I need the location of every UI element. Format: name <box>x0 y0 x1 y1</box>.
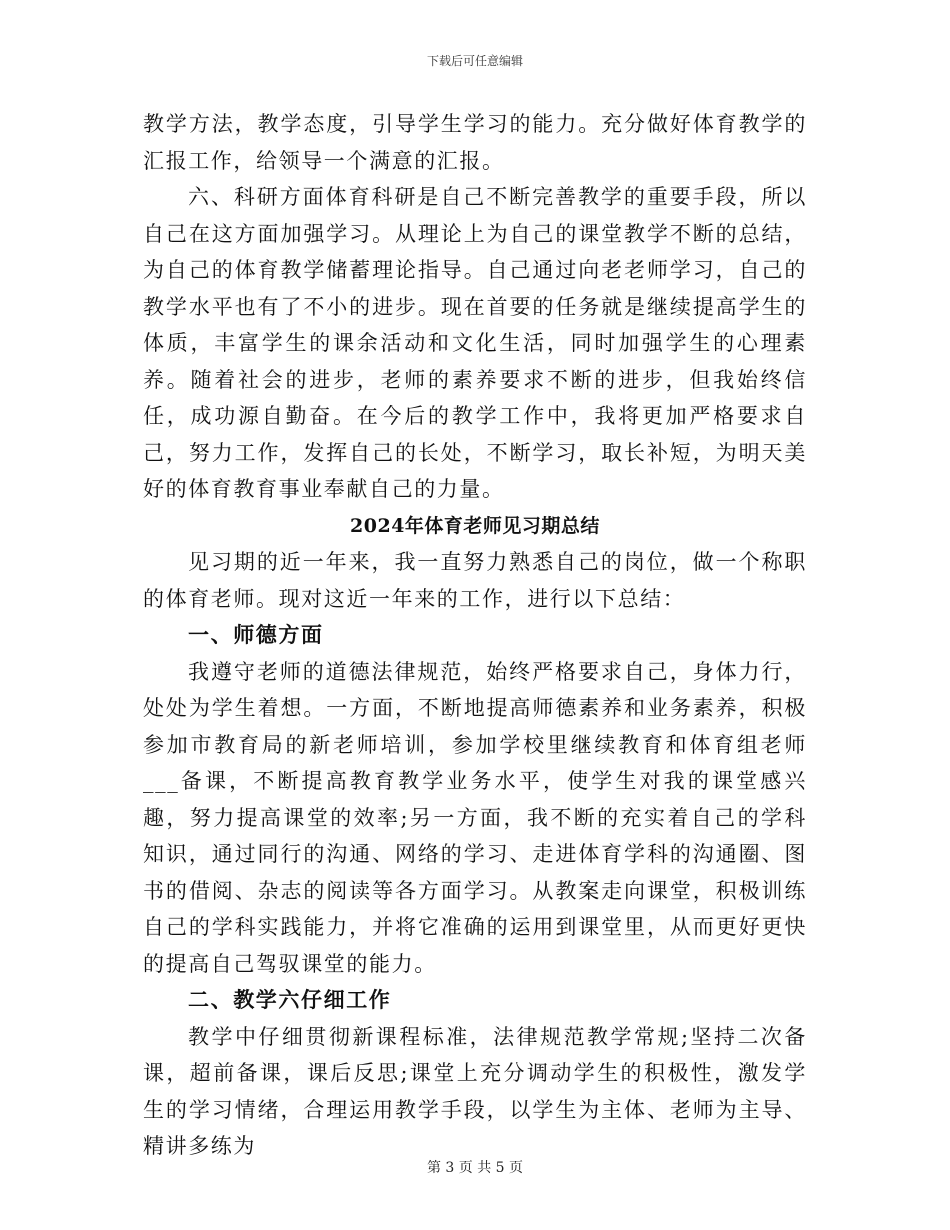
paragraph: 我遵守老师的道德法律规范，始终严格要求自己，身体力行，处处为学生着想。一方面，不断地提高师德素养和业务素养，积极参加市教育局的新老师培训，参加学校里继续教育和体育组老师___备课，不断提高教育教学业务水平，使学生对我的课堂感兴趣，努力提高课堂的效率;另一方面，我不断的充实着自己的学科知识，通过同行的沟通、网络的学习、走进体育学科的沟通圈、图书的借阅、杂志的阅读等各方面学习。从教案走向课堂，积极训练自己的学科实践能力，并将它准确的运用到课堂里，从而更好更快的提高自己驾驭课堂的能力。 <box>143 659 807 976</box>
section-heading: 二、教学六仔细工作 <box>188 987 392 1012</box>
paragraph: 见习期的近一年来，我一直努力熟悉自己的岗位，做一个称职的体育老师。现对这近一年来的工作，进行以下总结： <box>143 550 807 611</box>
paragraph: 教学中仔细贯彻新课程标准，法律规范教学常规;坚持二次备课，超前备课，课后反思;课堂上充分调动学生的积极性，激发学生的学习情绪，合理运用教学手段，以学生为主体、老师为主导、精讲多练为 <box>143 1024 807 1158</box>
paragraph: 六、科研方面体育科研是自己不断完善教学的重要手段，所以自己在这方面加强学习。从理论上为自己的课堂教学不断的总结，为自己的体育教学储蓄理论指导。自己通过向老老师学习，自己的教学水平也有了不小的进步。现在首要的任务就是继续提高学生的体质，丰富学生的课余活动和文化生活，同时加强学生的心理素养。随着社会的进步，老师的素养要求不断的进步，但我始终信任，成功源自勤奋。在今后的教学工作中，我将更加严格要求自己，努力工作，发挥自己的长处，不断学习，取长补短，为明天美好的体育教育事业奉献自己的力量。 <box>143 185 807 501</box>
paragraph: 教学方法，教学态度，引导学生学习的能力。充分做好体育教学的汇报工作，给领导一个满意的汇报。 <box>143 112 807 173</box>
document-body <box>143 106 807 1165</box>
page-footer: 第 3 页 共 5 页 <box>426 1160 524 1176</box>
section-heading: 一、师德方面 <box>188 622 324 647</box>
page-header: 下载后可任意编辑 <box>426 54 523 68</box>
section-title: 2024年体育老师见习期总结 <box>350 514 600 537</box>
